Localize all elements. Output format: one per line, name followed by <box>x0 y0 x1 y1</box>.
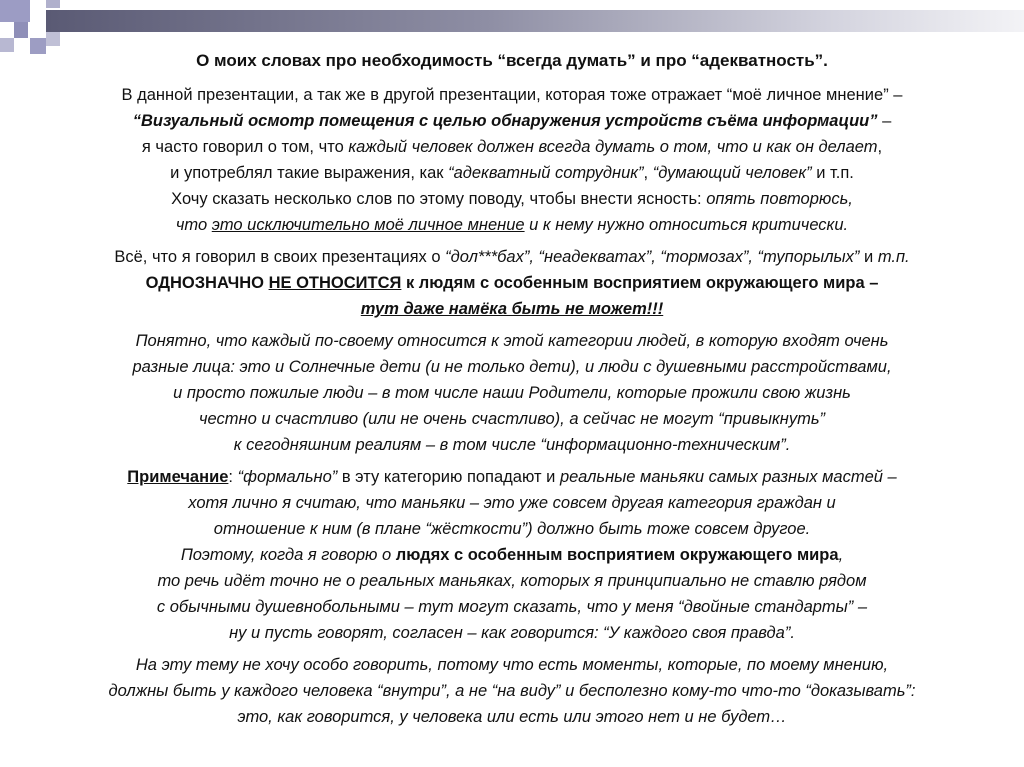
text-line <box>0 244 1024 270</box>
text-span: : <box>228 468 238 486</box>
text-span: и <box>859 248 878 266</box>
text-line: должны быть у каждого человека “внутри”, а не “на виду” и бесполезно кому-то что-то “доказывать”: <box>108 682 916 700</box>
text-line: На эту тему не хочу особо говорить, потому что есть моменты, которые, по моему мнению, <box>135 656 889 674</box>
text-span: и т.п. <box>811 164 854 182</box>
text-line <box>0 270 1024 296</box>
text-line: и просто пожилые люди – в том числе наши Родители, которые прожили свою жизнь <box>173 384 851 402</box>
text-span: людях с особенным восприятием окружающего мира <box>395 546 839 564</box>
text-line <box>0 160 1024 186</box>
text-span: и к нему нужно относиться критически <box>524 216 844 234</box>
text-span: опять повторюсь, <box>706 190 853 208</box>
text-span: я часто говорил о том, что <box>141 138 349 156</box>
text-line: с обычными душевнобольными – тут могут сказать, что у меня “двойные стандарты” – <box>156 598 868 616</box>
text-span: “дол***бах”, “неадекватах”, “тормозах”, “тупорылых” <box>445 248 860 266</box>
text-line: к сегодняшним реалиям – в том числе “информационно-техническим”. <box>233 436 791 454</box>
text-span: что <box>175 216 212 234</box>
text-span: “думающий человек” <box>652 164 812 182</box>
text-span: это исключительно моё личное мнение <box>211 216 525 234</box>
text-line: это, как говорится, у человека или есть или этого нет и не будет… <box>237 708 787 726</box>
paragraph-understanding <box>0 328 1024 458</box>
decor-square <box>28 22 46 38</box>
header-gradient-bar <box>46 10 1024 32</box>
text-span: , <box>838 546 844 564</box>
presentation-title: “Визуальный осмотр помещения с целью обнаружения устройств съёма информации” <box>132 112 878 130</box>
text-span: и употреблял такие выражения, как <box>170 164 449 182</box>
text-span: . <box>843 216 849 234</box>
text-span: ОДНОЗНАЧНО <box>145 274 269 292</box>
decor-square <box>46 0 60 8</box>
note-label: Примечание <box>127 468 229 486</box>
paragraph-note <box>0 464 1024 646</box>
text-span: , <box>877 138 883 156</box>
text-span: НЕ ОТНОСИТСЯ <box>268 274 402 292</box>
text-line: хотя лично я считаю, что маньяки – это уже совсем другая категория граждан и <box>188 494 836 512</box>
text-span: реальные маньяки самых разных мастей – <box>559 468 897 486</box>
paragraph-clarification <box>0 244 1024 322</box>
text-line: то речь идёт точно не о реальных маньяках, которых я принципиально не ставлю рядом <box>157 572 867 590</box>
text-line: ну и пусть говорят, согласен – как говорится: “У каждого своя правда”. <box>229 624 795 642</box>
slide-title: О моих словах про необходимость “всегда думать” и про “адекватность”. <box>196 51 828 70</box>
text-span: к людям с особенным восприятием окружающего мира – <box>401 274 879 292</box>
text-line <box>0 134 1024 160</box>
text-span: , <box>643 164 653 182</box>
text-line: Понятно, что каждый по-своему относится к этой категории людей, в которую входят очень <box>135 332 889 350</box>
text-span: т.п. <box>877 248 910 266</box>
slide-content <box>0 48 1024 730</box>
text-line <box>0 464 1024 490</box>
text-line: отношение к ним (в плане “жёсткости”) должно быть тоже совсем другое. <box>213 520 811 538</box>
text-line: разные лица: это и Солнечные дети (и не только дети), и люди с душевными расстройствами, <box>132 358 892 376</box>
text-line: В данной презентации, а так же в другой презентации, которая тоже отражает “моё личное мнение” – <box>121 86 903 104</box>
text-span: – <box>877 112 892 130</box>
text-line: тут даже намёка быть не может!!! <box>360 300 664 318</box>
paragraph-intro <box>0 82 1024 238</box>
text-line: честно и счастливо (или не очень счастливо), а сейчас не могут “привыкнуть” <box>198 410 826 428</box>
text-span: Поэтому, когда я говорю о <box>180 546 396 564</box>
decor-square <box>46 32 60 46</box>
text-span: “адекватный сотрудник” <box>448 164 644 182</box>
text-span: “формально” <box>237 468 338 486</box>
text-line <box>0 212 1024 238</box>
text-span: каждый человек должен всегда думать о том, что и как он делает <box>348 138 878 156</box>
decor-square <box>0 0 30 22</box>
text-span: в эту категорию попадают и <box>337 468 560 486</box>
text-span: Хочу сказать несколько слов по этому поводу, чтобы внести ясность: <box>171 190 707 208</box>
decor-square <box>14 22 28 38</box>
text-line <box>0 108 1024 134</box>
decor-square <box>30 0 46 22</box>
text-line <box>0 542 1024 568</box>
text-span: Всё, что я говорил в своих презентациях о <box>114 248 446 266</box>
paragraph-closing <box>0 652 1024 730</box>
text-line <box>0 186 1024 212</box>
